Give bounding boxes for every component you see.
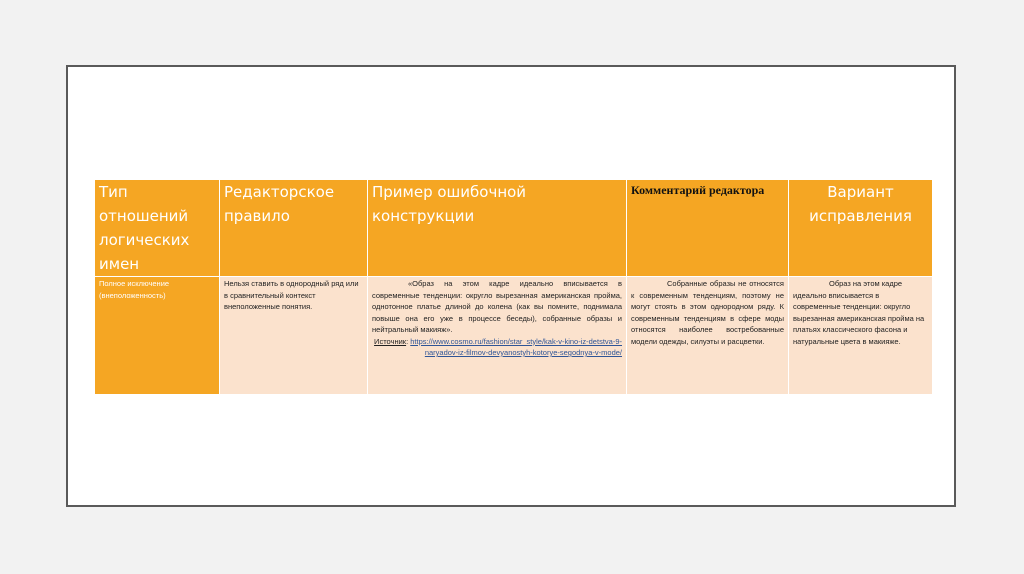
- cell-fix: Образ на этом кадре идеально вписывается в современные тенденции: округло вырезанная американская пройма на платьях классического фасона и натуральные цвета в макияже.: [789, 277, 933, 395]
- header-fix: Вариант исправления: [789, 180, 933, 277]
- source-label: Источник: [374, 336, 407, 346]
- header-example: Пример ошибочной конструкции: [368, 180, 627, 277]
- cell-comment: Собранные образы не относятся к современным тенденциям, поэтому не могут стоять в этом однородном ряду. К современным тенденциям в сфере моды относятся наиболее востребованные модели одежды, силуэты и расцветки.: [627, 277, 789, 395]
- editing-rules-table: [94, 179, 933, 395]
- table-row: [95, 277, 933, 395]
- cell-rule: Нельзя ставить в однородный ряд или в сравнительный контекст внеположенные понятия.: [220, 277, 368, 395]
- slide: [66, 65, 956, 507]
- header-type: Тип отношений логических имен: [95, 180, 220, 277]
- table-header-row: [95, 180, 933, 277]
- source-separator: :: [406, 336, 411, 346]
- cell-example: [368, 277, 627, 395]
- cell-type: Полное исключение (внеположенность): [95, 277, 220, 395]
- source-link[interactable]: https://www.cosmo.ru/fashion/star_style/kak-v-kino-iz-detstva-9-naryadov-iz-filmov-devyanostyh-kotorye-segodnya-v-mode/: [410, 336, 622, 357]
- header-rule: Редакторское правило: [220, 180, 368, 277]
- example-text: «Образ на этом кадре идеально вписывается в современные тенденции: округло вырезанная американская пройма, однотонное платье длиной до колена (как вы помните, поднимала повыше она его уже в процессе беседы), собранные образы и нейтральный макияж».: [372, 279, 622, 334]
- source-line: [372, 336, 622, 359]
- header-comment: Комментарий редактора: [627, 180, 789, 277]
